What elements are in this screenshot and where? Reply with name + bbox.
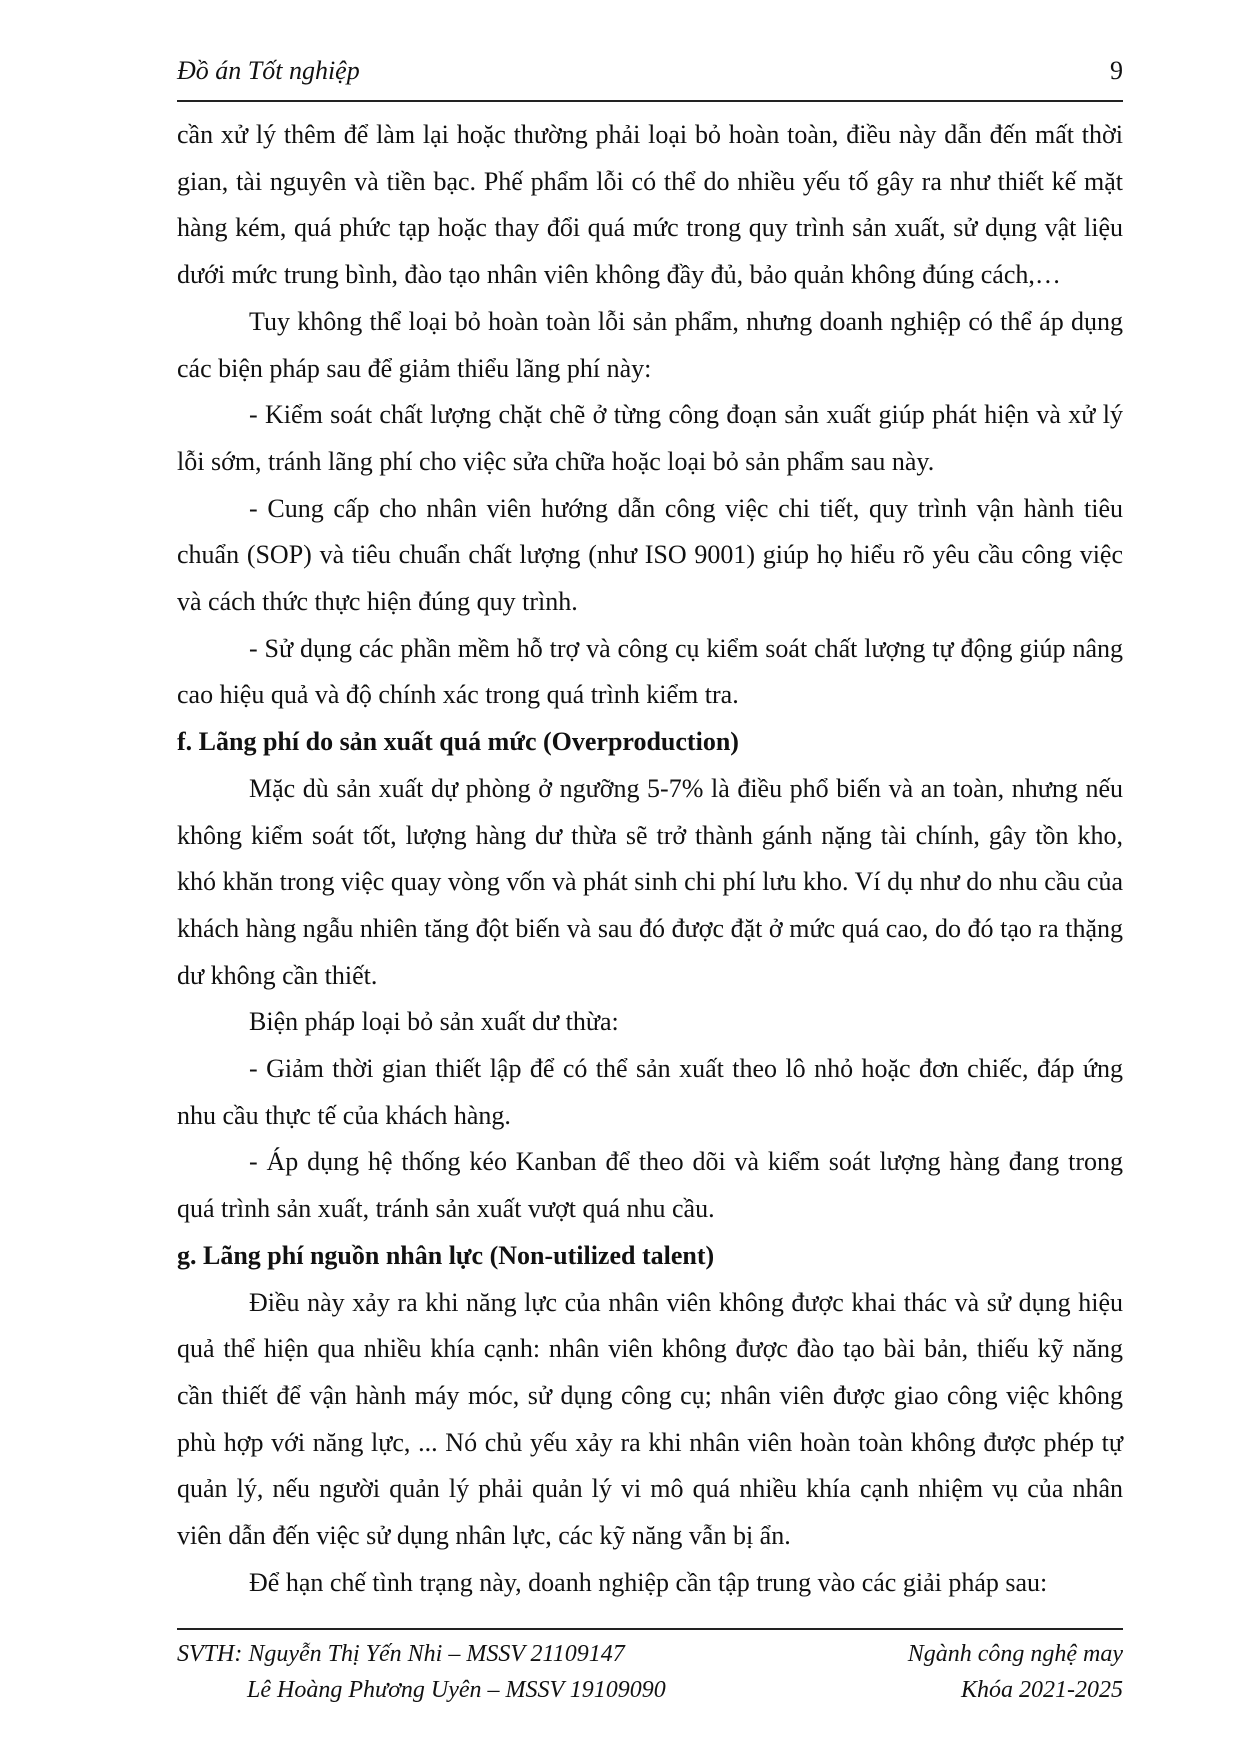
- list-item: - Sử dụng các phần mềm hỗ trợ và công cụ kiểm soát chất lượng tự động giúp nâng cao hiệu quả và độ chính xác trong quá trình kiểm tra.: [177, 633, 1123, 710]
- paragraph: Điều này xảy ra khi năng lực của nhân viên không được khai thác và sử dụng hiệu quả thể hiện qua nhiều khía cạnh: nhân viên không được đào tạo bài bản, thiếu kỹ năng cần thiết để vận hành máy móc, sử dụng công cụ; nhân viên được giao công việc không phù hợp với năng lực, ... Nó chủ yếu xảy ra khi nhân viên hoàn toàn không được phép tự quản lý, nếu người quản lý phải quản lý vi mô quá nhiều khía cạnh nhiệm vụ của nhân viên dẫn đến việc sử dụng nhân lực, các kỹ năng vẫn bị ẩn.: [177, 1287, 1123, 1551]
- paragraph: Để hạn chế tình trạng này, doanh nghiệp cần tập trung vào các giải pháp sau:: [249, 1567, 1048, 1597]
- page-body: [177, 112, 1123, 1607]
- list-item: - Áp dụng hệ thống kéo Kanban để theo dõi và kiểm soát lượng hàng đang trong quá trình sản xuất, tránh sản xuất vượt quá nhu cầu.: [177, 1147, 1123, 1224]
- paragraph: cần xử lý thêm để làm lại hoặc thường phải loại bỏ hoàn toàn, điều này dẫn đến mất thời gian, tài nguyên và tiền bạc. Phế phẩm lỗi có thể do nhiều yếu tố gây ra như thiết kế mặt hàng kém, quá phức tạp hoặc thay đổi quá mức trong quy trình sản xuất, sử dụng vật liệu dưới mức trung bình, đào tạo nhân viên không đầy đủ, bảo quản không đúng cách,…: [177, 120, 1123, 290]
- list-item: - Cung cấp cho nhân viên hướng dẫn công việc chi tiết, quy trình vận hành tiêu chuẩn (SOP) và tiêu chuẩn chất lượng (như ISO 9001) giúp họ hiểu rõ yêu cầu công việc và cách thức thực hiện đúng quy trình.: [177, 493, 1123, 617]
- paragraph: Biện pháp loại bỏ sản xuất dư thừa:: [249, 1007, 619, 1037]
- paragraph: Mặc dù sản xuất dự phòng ở ngưỡng 5-7% là điều phổ biến và an toàn, nhưng nếu không kiểm soát tốt, lượng hàng dư thừa sẽ trở thành gánh nặng tài chính, gây tồn kho, khó khăn trong việc quay vòng vốn và phát sinh chi phí lưu kho. Ví dụ như do nhu cầu của khách hàng ngẫu nhiên tăng đột biến và sau đó được đặt ở mức quá cao, do đó tạo ra thặng dư không cần thiết.: [177, 773, 1123, 990]
- page-header: [177, 56, 1123, 96]
- paragraph: Tuy không thể loại bỏ hoàn toàn lỗi sản phẩm, nhưng doanh nghiệp có thể áp dụng các biện pháp sau để giảm thiểu lãng phí này:: [177, 306, 1123, 383]
- header-divider: [177, 100, 1123, 102]
- section-heading-f: f. Lãng phí do sản xuất quá mức (Overproduction): [177, 727, 739, 757]
- list-item: - Giảm thời gian thiết lập để có thể sản xuất theo lô nhỏ hoặc đơn chiếc, đáp ứng nhu cầu thực tế của khách hàng.: [177, 1054, 1123, 1130]
- page-number: 9: [1110, 56, 1123, 85]
- footer-divider: [177, 1628, 1123, 1630]
- document-title: Đồ án Tốt nghiệp: [177, 56, 360, 85]
- footer-major: Ngành công nghệ may: [907, 1641, 1123, 1667]
- footer-author-1: SVTH: Nguyễn Thị Yến Nhi – MSSV 21109147: [177, 1641, 625, 1667]
- list-item: - Kiểm soát chất lượng chặt chẽ ở từng công đoạn sản xuất giúp phát hiện và xử lý lỗi sớm, tránh lãng phí cho việc sửa chữa hoặc loại bỏ sản phẩm sau này.: [177, 400, 1123, 476]
- footer-author-2: Lê Hoàng Phương Uyên – MSSV 19109090: [247, 1677, 666, 1703]
- footer-cohort: Khóa 2021-2025: [961, 1677, 1123, 1703]
- section-heading-g: g. Lãng phí nguồn nhân lực (Non-utilized talent): [177, 1240, 715, 1270]
